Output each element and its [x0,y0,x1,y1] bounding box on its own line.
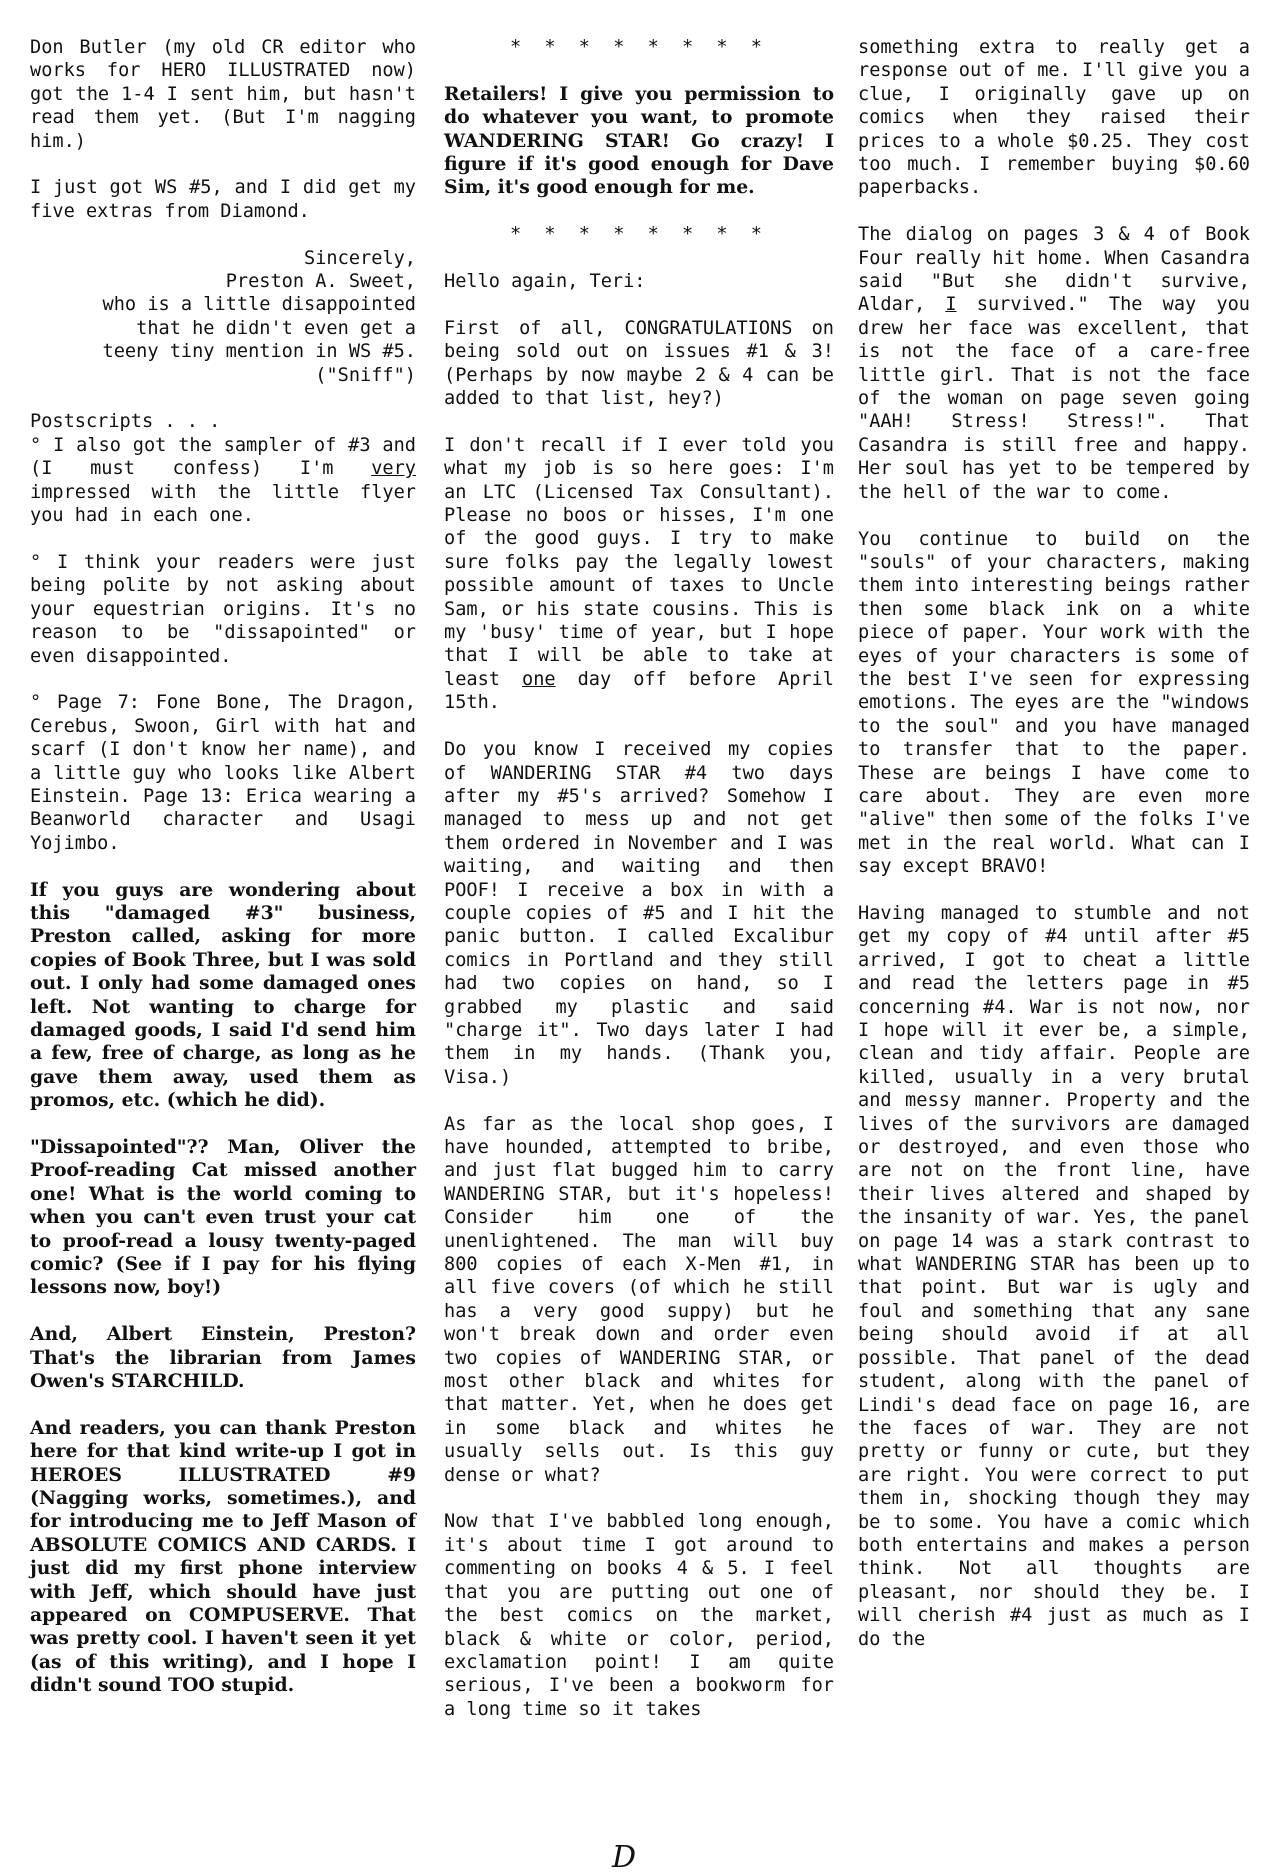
column-middle [444,36,834,1745]
letter-paragraph: Don Butler (my old CR editor who works for HERO ILLUSTRATED now) got the 1-4 I sent him, but hasn't read them yet. (But I'm nagging him.) [30,37,416,152]
postscript-item: ° Page 7: Fone Bone, The Dragon, Cerebus, Swoon, Girl with hat and scarf (I don't know her name), and a little guy who looks like Albert Einstein. Page 13: Erica wearing a Beanworld character and Usagi Yojimbo. [30,692,416,854]
text-run: I don't recall if I ever told you what my job is so here goes: I'm an LTC (Licensed Tax Consultant). Please no boos or hisses, I'm one of the good guys. I try to make sure folks pay the legally lowest possible amount of taxes to Uncle Sam, or his state cousins. This is my 'busy' time of year, but I hope that I will be able to take at least [444,434,834,690]
text-run: impressed with the little flyer you had in each one. [30,481,416,527]
signature-line: that he didn't even get a [136,317,416,339]
letter-paragraph: First of all, CONGRATULATIONS on being sold out on issues #1 & 3! (Perhaps by now maybe 2 & 4 can be added to that list, hey?) [444,317,834,410]
page-mark: D [611,1840,637,1875]
postscript-heading: Postscripts . . . [30,411,221,433]
section-divider: * * * * * * * * [510,37,768,58]
editor-reply: If you guys are wondering about this "damaged #3" business, Preston called, asking for more copies of Book Three, but I was sold out. I only had some damaged ones left. Not wanting to charge for damaged goods, I said I'd send him a few, free of charge, as long as he gave them away, used them as promos, etc. (which he did). [30,878,416,1112]
underlined-word: one [522,668,556,690]
letter-paragraph: I just got WS #5, and I did get my five extras from Diamond. [30,177,416,222]
signature-line: Preston A. Sweet, [225,271,416,293]
letter-paragraph: Having managed to stumble and not get my copy of #4 until after #5 arrived, I got to cheat a little and read the letters page in #5 concerning #4. War is not now, nor I hope will it ever be, a simple, clean and tidy affair. People are killed, usually in a very brutal and messy manner. Property and the lives of the survivors are damaged or destroyed, and even those who are not on the front line, have their lives altered and shaped by the insanity of war. Yes, the panel on page 14 was a stark contrast to what WANDERING STAR has been up to that point. But war is ugly and foul and something that any sane being should avoid if at all possible. That panel of the dead student, along with the panel of Lindi's dead face on page 16, are the faces of war. They are not pretty or funny or cute, but they are right. You were correct to put them in, shocking though they may be to some. You have a comic which both entertains and makes a person think. Not all thoughts are pleasant, nor should they be. I will cherish #4 just as much as I do the [858,902,1250,1650]
postscript-item: ° I think your readers were just being polite by not asking about your equestrian origins. It's no reason to be "dissapointed" or even disappointed. [30,551,416,667]
underlined-word: very [371,458,416,480]
editor-reply: And readers, you can thank Preston here for that kind write-up I got in HEROES ILLUSTRATED #9 (Nagging works, sometimes.), and for introducing me to Jeff Mason of ABSOLUTE COMICS AND CARDS. I just did my first phone interview with Jeff, which should have just appeared on COMPUSERVE. That was pretty cool. I haven't seen it yet (as of this writing), and I hope I didn't sound TOO stupid. [30,1416,416,1697]
letter-paragraph: You continue to build on the "souls" of your characters, making them into interesting beings rather then some black ink on a white piece of paper. Your work with the eyes of your characters is some of the best I've seen for expressing emotions. The eyes are the "windows to the soul" and you have managed to transfer that to the paper. These are beings I have come to care about. They are even more "alive" then some of the folks I've met in the real world. What can I say except BRAVO! [858,528,1250,878]
signature-block [30,247,416,387]
section-divider: * * * * * * * * [510,224,768,246]
text-run: day off before April 15th. [444,668,834,714]
editor-reply: And, Albert Einstein, Preston? That's the librarian from James Owen's STARCHILD. [30,1323,416,1393]
letter-paragraph: something extra to really get a response out of me. I'll give you a clue, I originally gave up on comics when they raised their prices to a whole $0.25. They cost too much. I remember buying $0.60 paperbacks. [858,37,1250,199]
column-left [30,36,416,1721]
letter-paragraph: As far as the local shop goes, I have hounded, attempted to bribe, and just flat bugged him to carry WANDERING STAR, but it's hopeless! Consider him one of the unenlightened. The man will buy 800 copies of each X-Men #1, in all five covers (of which he still has a very good suppy) but he won't break down and order even two copies of WANDERING STAR, or most other black and whites for that matter. Yet, when he does get in some black and whites he usually sells out. Is this guy dense or what? [444,1113,834,1486]
text-run: ° I also got the sampler of #3 and (I must confess) I'm [30,434,416,480]
signature-line: teeny tiny mention in WS #5. [102,341,416,363]
column-right [858,36,1250,1674]
letter-paragraph: Do you know I received my copies of WANDERING STAR #4 two days after my #5's arrived? Somehow I managed to mess up and not get them ordered in November and I was waiting, and waiting and then POOF! I receive a box in with a couple copies of #5 and I hit the panic button. I called Excalibur comics in Portland and they still had two copies on hand, so I grabbed my plastic and said "charge it". Two days later I had them in my hands. (Thank you, Visa.) [444,739,834,1088]
postscript-item [30,434,416,528]
signature-line: ("Sniff") [315,364,416,386]
editor-note: Retailers! I give you permission to do whatever you want, to promote WANDERING STAR! Go crazy! I figure if it's good enough for Dave Sim, it's good enough for me. [444,82,834,199]
editor-reply: "Dissapointed"?? Man, Oliver the Proof-reading Cat missed another one! What is the world coming to when you can't even trust your cat to proof-read a lousy twenty-paged comic? (See if I pay for his flying lessons now, boy!) [30,1135,416,1299]
text-run: The dialog on pages 3 & 4 of Book Four really hit home. When Casandra said "But she didn't survive, Aldar, [858,224,1250,316]
letter-paragraph [858,223,1250,504]
signature-line: who is a little disappointed [102,294,416,316]
text-run: survived." The way you drew her face was excellent, that is not the face of a care-free little girl. That is not the face of the woman on page seven going "AAH! Stress! Stress!". That Casandra is still free and happy. Her soul has yet to be tempered by the hell of the war to come. [858,294,1250,503]
letter-paragraph [444,434,834,715]
underlined-word: I [945,294,957,316]
letter-paragraph: Now that I've babbled long enough, it's about time I got around to commenting on books 4 & 5. I feel that you are putting out one of the best comics on the market, black & white or color, period, exclamation point! I am quite serious, I've been a bookworm for a long time so it takes [444,1511,834,1720]
letter-greeting: Hello again, Teri: [444,271,646,293]
signature-line: Sincerely, [304,247,416,269]
